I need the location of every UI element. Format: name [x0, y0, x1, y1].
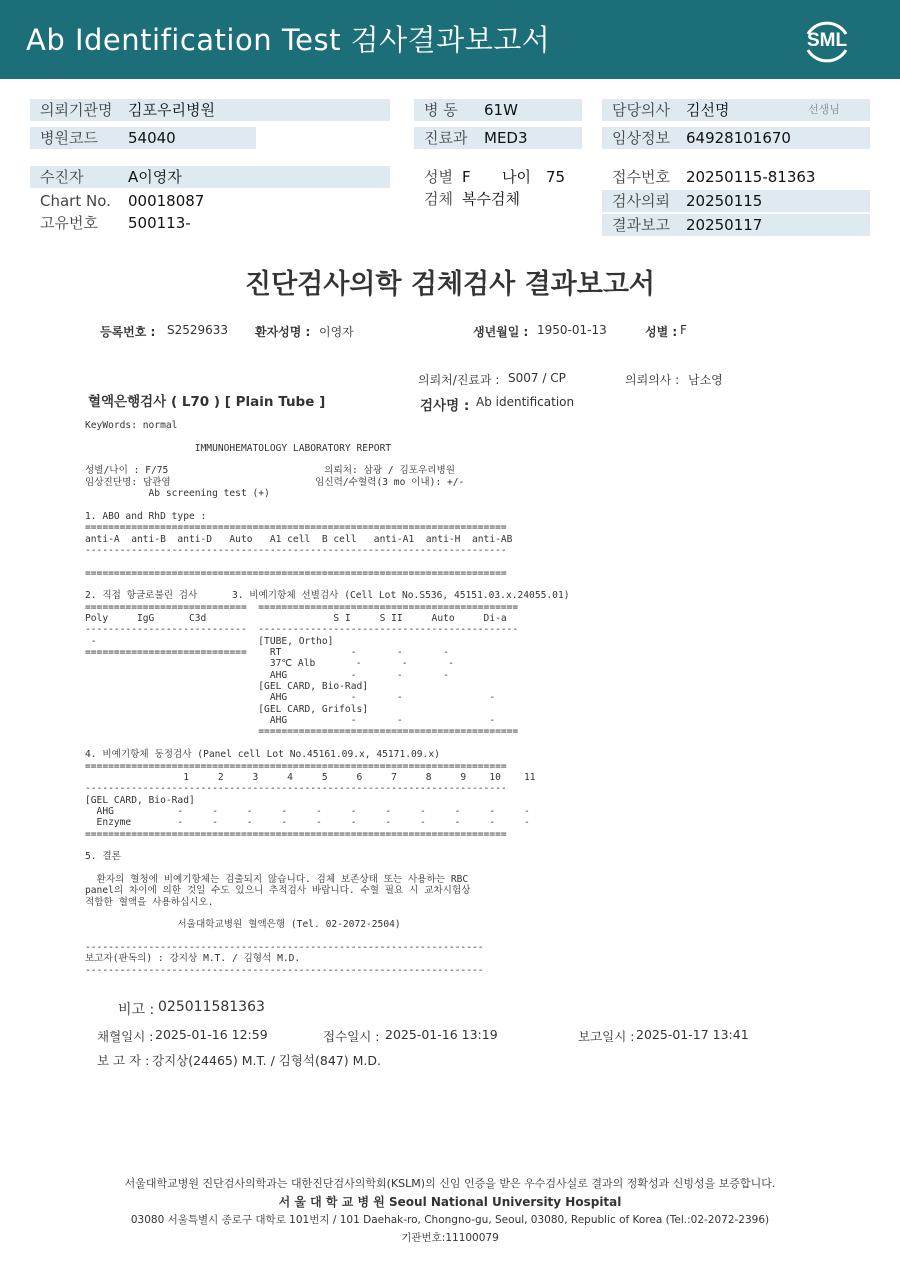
- lab-line: AHG - - -: [85, 692, 496, 704]
- lab-line: 서울대학교병원 혈액은행 (Tel. 02-2072-2504): [85, 919, 401, 931]
- clinical-info-label: 임상정보: [612, 129, 670, 147]
- lab-line: =========================================================================: [85, 522, 507, 534]
- patient-field: [30, 166, 390, 188]
- note-value: 025011581363: [158, 999, 265, 1015]
- lab-line: Enzyme - - - - - - - - - - -: [85, 817, 530, 829]
- footer-hospital-name: 서 울 대 학 교 병 원 Seoul National University Hospital: [278, 1195, 622, 1209]
- dob-label: 생년월일 :: [473, 325, 529, 339]
- footer-address: 03080 서울특별시 종로구 대학로 101번지 / 101 Daehak-ro, Chongno-gu, Seoul, 03080, Republic of Korea (Tel.:02-2072-2396): [130, 1214, 770, 1226]
- unique-no-field: [30, 212, 390, 234]
- ward-label: 병 동: [424, 101, 458, 119]
- sml-logo-icon: [800, 14, 854, 68]
- receipt-no-value: 20250115-81363: [686, 168, 816, 186]
- lab-line: =============================================: [85, 726, 519, 738]
- hospital-code-field: [30, 127, 256, 149]
- lab-line: ---------------------------- ---------------------------------------------: [85, 624, 519, 636]
- document-title: 진단검사의학 검체검사 결과보고서: [244, 269, 656, 300]
- hospital-code-value: 54040: [128, 129, 176, 147]
- collected-label: 채혈일시 :: [97, 1029, 154, 1044]
- req-doctor-label: 의뢰의사 :: [625, 373, 680, 387]
- department-value: MED3: [484, 129, 528, 147]
- patient-value: A이영자: [128, 168, 182, 186]
- chart-no-label: Chart No.: [40, 192, 111, 210]
- lab-line: Poly IgG C3d S I S II Auto Di-a: [85, 612, 507, 624]
- lab-line: anti-A anti-B anti-D Auto A1 cell B cell anti-A1 anti-H anti-AB: [85, 533, 513, 545]
- test-name-value: Ab identification: [476, 395, 575, 409]
- lab-line: AHG - - - - - - - - - - -: [85, 805, 530, 817]
- reported-label: 보고일시 :: [578, 1029, 635, 1044]
- lab-line: IMMUNOHEMATOLOGY LABORATORY REPORT: [85, 442, 392, 454]
- reg-no-value: S2529633: [167, 323, 229, 337]
- specimen-label: 검체: [424, 190, 453, 208]
- receipt-no-field: [602, 166, 870, 188]
- lab-line: -------------------------------------------------------------------------: [85, 544, 507, 556]
- age-label: 나이: [502, 168, 531, 186]
- unique-no-label: 고유번호: [40, 214, 98, 232]
- lab-line: ============================ =============================================: [85, 601, 519, 613]
- patient-name-label: 환자성명 :: [255, 325, 311, 339]
- collected-value: 2025-01-16 12:59: [155, 1027, 268, 1042]
- result-report-value: 20250117: [686, 216, 763, 234]
- header-title: Ab Identification Test 검사결과보고서: [26, 23, 551, 57]
- clinical-info-value: 64928101670: [686, 129, 791, 147]
- reporter-label: 보 고 자 :: [97, 1053, 150, 1068]
- test-request-label: 검사의뢰: [612, 192, 670, 210]
- test-name-label: 검사명 :: [420, 398, 470, 414]
- sex-value: F: [462, 168, 471, 186]
- lab-line: AHG - - -: [85, 669, 449, 681]
- lab-line: [GEL CARD, Bio-Rad]: [85, 681, 369, 693]
- received-label: 접수일시 :: [323, 1029, 380, 1044]
- report-sex-value: F: [680, 323, 687, 337]
- lab-line: Ab screening test (+): [85, 488, 270, 500]
- lab-line: -------------------------------------------------------------------------: [85, 783, 507, 795]
- dob-value: 1950-01-13: [537, 323, 607, 337]
- lab-line: ---------------------------------------------------------------------: [85, 964, 484, 976]
- lab-line: [GEL CARD, Grifols]: [85, 703, 369, 715]
- lab-line: 1 2 3 4 5 6 7 8 9 10 11: [85, 771, 536, 783]
- ward-value: 61W: [484, 101, 518, 119]
- requesting-org-value: 김포우리병원: [128, 101, 215, 119]
- lab-line: ============================ RT - - -: [85, 647, 449, 658]
- lab-line: [GEL CARD, Bio-Rad]: [85, 794, 195, 806]
- sex-age-field: [414, 166, 584, 188]
- requesting-org-label: 의뢰기관명: [40, 101, 113, 119]
- department-label: 진료과: [424, 129, 468, 147]
- reporter-value: 강지상(24465) M.T. / 김형석(847) M.D.: [152, 1053, 381, 1068]
- age-value: 75: [546, 168, 566, 186]
- specimen-value: 복수검체: [462, 190, 520, 208]
- result-report-field: [602, 214, 870, 236]
- chart-no-value: 00018087: [128, 192, 205, 210]
- patient-label: 수진자: [40, 168, 84, 186]
- lab-line: 성별/나이 : F/75 의뢰처: 삼광 / 김포우리병원: [85, 465, 456, 477]
- patient-name-value: 이영자: [319, 325, 354, 339]
- lab-line: 환자의 혈청에 비예기항체는 검출되지 않습니다. 검체 보존상태 또는 사용하는 RBC: [85, 874, 469, 885]
- lab-line: 5. 결론: [85, 851, 121, 863]
- doctor-label: 담당의사: [612, 101, 670, 119]
- lab-line: 37℃ Alb - - -: [85, 658, 454, 670]
- received-value: 2025-01-16 13:19: [385, 1027, 498, 1042]
- lab-line: AHG - - -: [85, 715, 496, 727]
- report-header: [0, 0, 900, 79]
- report-sex-label: 성별 :: [645, 325, 678, 339]
- dept-value: S007 / CP: [508, 371, 566, 385]
- lab-line: ---------------------------------------------------------------------: [85, 942, 484, 954]
- test-request-field: [602, 190, 870, 212]
- lab-line: 적합한 혈액을 사용하십시오.: [85, 896, 214, 908]
- section-title: 혈액은행검사 ( L70 ) [ Plain Tube ]: [88, 394, 326, 410]
- lab-line: =========================================================================: [85, 828, 507, 840]
- lab-line: 보고자(판독의) : 강지상 M.T. / 김형석 M.D.: [85, 953, 301, 965]
- doctor-value: 김선명: [686, 101, 730, 119]
- footer-institution-no: 기관번호:11100079: [401, 1232, 499, 1244]
- doctor-field: [602, 99, 870, 121]
- lab-line: 1. ABO and RhD type :: [85, 510, 207, 522]
- reg-no-label: 등록번호 :: [100, 325, 156, 339]
- logo-text: SML: [806, 30, 848, 51]
- test-request-value: 20250115: [686, 192, 763, 210]
- lab-line: 2. 직접 항글로불린 검사 3. 비예기항체 선별검사 (Cell Lot No.S536, 45151.03.x.24055.01): [85, 590, 570, 602]
- footer-certification: 서울대학교병원 진단검사의학과는 대한진단검사의학회(KSLM)의 신임 인증을 받은 우수검사실로 결과의 정확성과 신빙성을 보증합니다.: [124, 1177, 776, 1190]
- unique-no-value: 500113-: [128, 214, 191, 232]
- department-field: [414, 127, 582, 149]
- specimen-field: [414, 188, 584, 210]
- clinical-info-field: [602, 127, 870, 149]
- ward-field: [414, 99, 582, 121]
- doctor-suffix: 선생님: [808, 103, 840, 116]
- result-report-label: 결과보고: [612, 216, 670, 234]
- hospital-code-label: 병원코드: [40, 129, 98, 147]
- reported-value: 2025-01-17 13:41: [636, 1027, 749, 1042]
- lab-line: - [TUBE, Ortho]: [85, 635, 334, 647]
- lab-line: =========================================================================: [85, 567, 507, 579]
- chart-no-field: [30, 190, 390, 212]
- requesting-org-field: [30, 99, 390, 121]
- req-doctor-value: 남소영: [688, 373, 723, 387]
- note-label: 비고 :: [118, 1002, 155, 1018]
- lab-line: =========================================================================: [85, 760, 507, 772]
- lab-line: KeyWords: normal: [85, 420, 178, 431]
- lab-line: 4. 비예기항체 동정검사 (Panel cell Lot No.45161.09.x, 45171.09.x): [85, 749, 440, 761]
- lab-line: panel의 차이에 의한 것일 수도 있으니 추적검사 바랍니다. 수혈 필요 시 교차시험상: [85, 885, 471, 897]
- dept-label: 의뢰처/진료과 :: [418, 373, 500, 387]
- lab-line: 임상진단명: 담관염 임신력/수혈력(3 mo 이내): +/-: [85, 476, 465, 488]
- receipt-no-label: 접수번호: [612, 168, 670, 186]
- sex-label: 성별: [424, 168, 453, 186]
